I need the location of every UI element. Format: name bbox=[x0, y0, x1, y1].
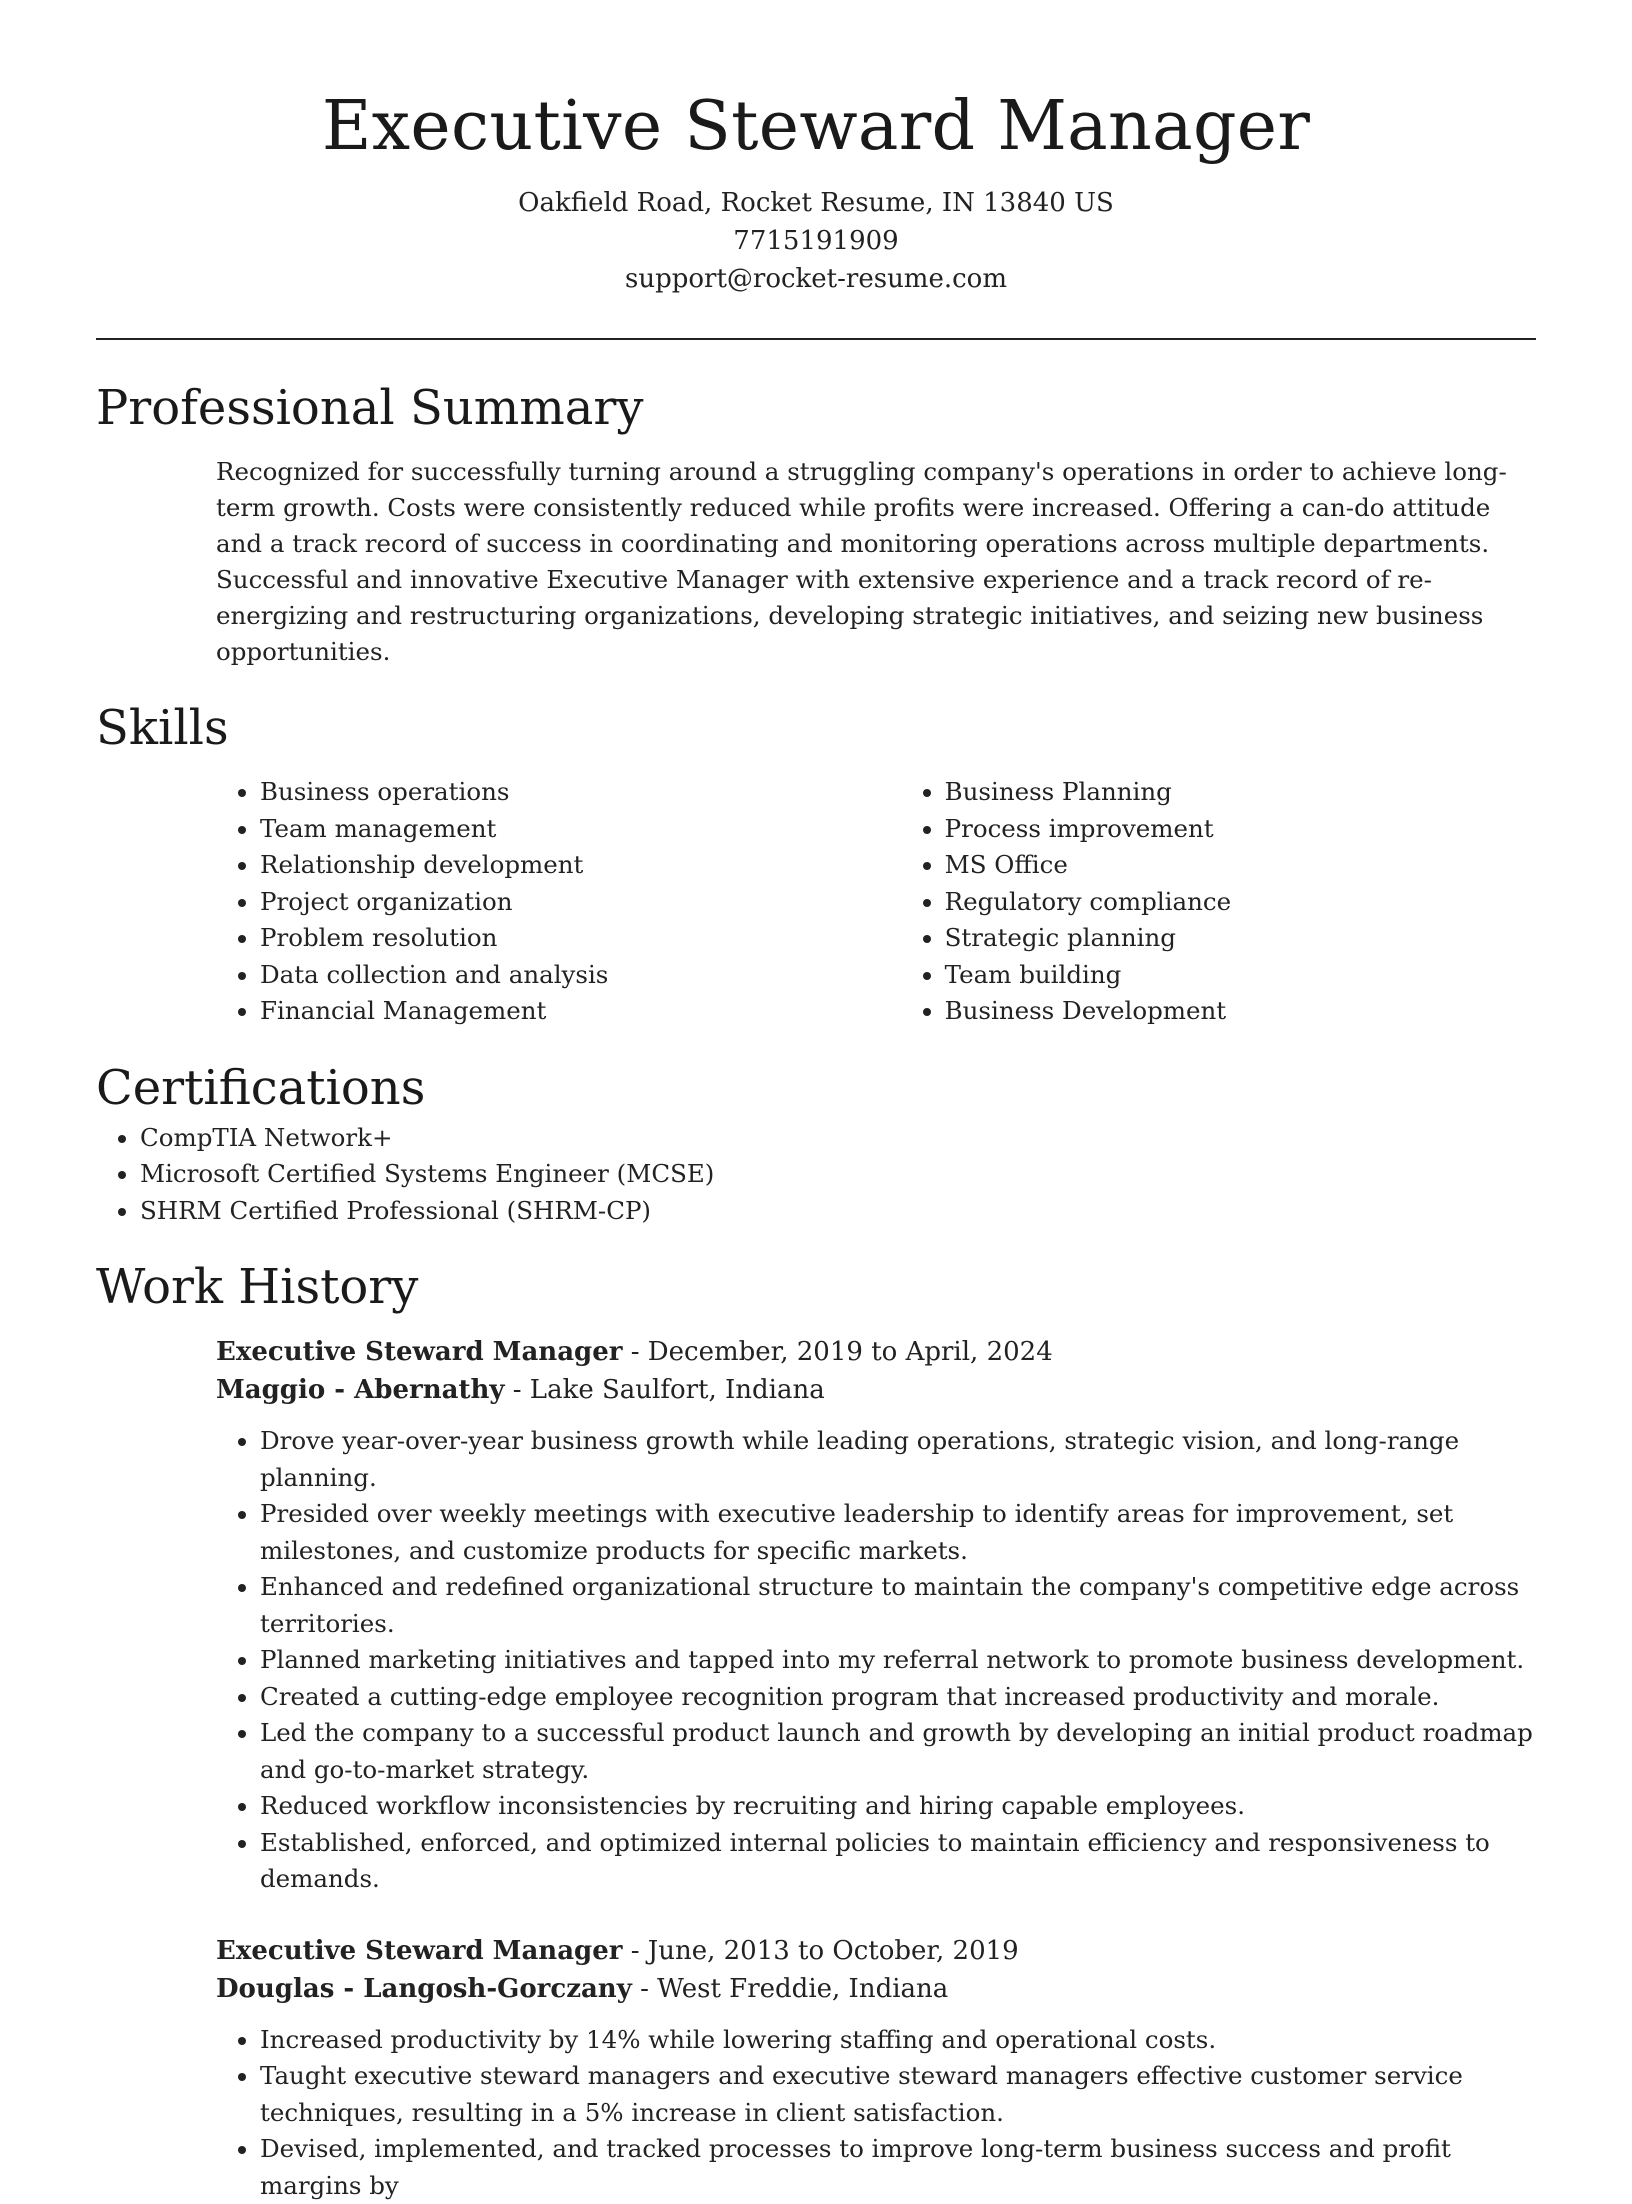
skills-grid bbox=[216, 774, 1536, 1030]
job-dates: December, 2019 to April, 2024 bbox=[648, 1337, 1053, 1367]
job-entry bbox=[216, 1932, 1536, 2204]
job-role: Executive Steward Manager bbox=[216, 1936, 622, 1966]
skill-item: • Financial Management bbox=[260, 993, 901, 1030]
contact-phone: 7715191909 bbox=[96, 222, 1536, 260]
job-company-line bbox=[216, 1970, 1536, 2008]
job-bullet: • Increased productivity by 14% while lowering staffing and operational costs. bbox=[260, 2022, 1536, 2059]
job-separator: - bbox=[640, 1974, 657, 2004]
skill-item: • Team building bbox=[945, 957, 1536, 994]
header-divider bbox=[96, 338, 1536, 340]
section-title-certifications: Certifications bbox=[96, 1056, 1536, 1120]
job-separator: - bbox=[631, 1936, 648, 1966]
skill-item: • Business operations bbox=[260, 774, 901, 811]
contact-block bbox=[96, 184, 1536, 298]
job-bullet: • Planned marketing initiatives and tapped into my referral network to promote business development. bbox=[260, 1642, 1536, 1679]
skill-item: • Business Development bbox=[945, 993, 1536, 1030]
certification-item: • SHRM Certified Professional (SHRM-CP) bbox=[140, 1193, 1536, 1230]
job-bullet: • Established, enforced, and optimized internal policies to maintain efficiency and responsiveness to demands. bbox=[260, 1825, 1536, 1898]
skill-item: • Project organization bbox=[260, 884, 901, 921]
job-bullet-list bbox=[216, 1423, 1536, 1898]
job-separator: - bbox=[513, 1375, 530, 1405]
job-company-line bbox=[216, 1371, 1536, 1409]
skill-item: • Team management bbox=[260, 811, 901, 848]
certification-item: • Microsoft Certified Systems Engineer (MCSE) bbox=[140, 1156, 1536, 1193]
job-company: Douglas - Langosh-Gorczany bbox=[216, 1974, 632, 2004]
skill-item: • Regulatory compliance bbox=[945, 884, 1536, 921]
job-bullets bbox=[216, 2022, 1536, 2204]
job-bullet: • Presided over weekly meetings with executive leadership to identify areas for improvement, set milestones, and customize products for specific markets. bbox=[260, 1496, 1536, 1569]
skills-list-right bbox=[901, 774, 1536, 1030]
job-title-line bbox=[216, 1932, 1536, 1970]
job-entry bbox=[216, 1333, 1536, 1898]
skill-item: • Data collection and analysis bbox=[260, 957, 901, 994]
skills-list-left bbox=[216, 774, 901, 1030]
job-bullet: • Drove year-over-year business growth while leading operations, strategic vision, and long-range planning. bbox=[260, 1423, 1536, 1496]
skill-item: • MS Office bbox=[945, 847, 1536, 884]
job-separator: - bbox=[631, 1337, 648, 1367]
job-company: Maggio - Abernathy bbox=[216, 1375, 504, 1405]
skill-item: • Business Planning bbox=[945, 774, 1536, 811]
skill-item: • Problem resolution bbox=[260, 920, 901, 957]
job-bullet: • Enhanced and redefined organizational structure to maintain the company's competitive edge across territories. bbox=[260, 1569, 1536, 1642]
certification-item: • CompTIA Network+ bbox=[140, 1120, 1536, 1157]
section-title-work-history: Work History bbox=[96, 1255, 1536, 1319]
job-role: Executive Steward Manager bbox=[216, 1337, 622, 1367]
job-location: Lake Saulfort, Indiana bbox=[530, 1375, 825, 1405]
job-bullet-list bbox=[216, 2022, 1536, 2204]
job-bullet: • Taught executive steward managers and executive steward managers effective customer service techniques, resulting in a 5% increase in client satisfaction. bbox=[260, 2058, 1536, 2131]
certifications-list bbox=[96, 1120, 1536, 1230]
job-dates: June, 2013 to October, 2019 bbox=[648, 1936, 1019, 1966]
job-bullet: • Devised, implemented, and tracked processes to improve long-term business success and profit margins by bbox=[260, 2131, 1536, 2204]
section-title-summary: Professional Summary bbox=[96, 376, 1536, 440]
resume-page bbox=[96, 0, 1536, 2204]
job-bullets bbox=[216, 1423, 1536, 1898]
job-location: West Freddie, Indiana bbox=[657, 1974, 948, 2004]
resume-name: Executive Steward Manager bbox=[96, 0, 1536, 168]
job-title-line bbox=[216, 1333, 1536, 1371]
contact-address: Oakfield Road, Rocket Resume, IN 13840 US bbox=[96, 184, 1536, 222]
skill-item: • Strategic planning bbox=[945, 920, 1536, 957]
skill-item: • Process improvement bbox=[945, 811, 1536, 848]
summary-text: Recognized for successfully turning around a struggling company's operations in order to achieve long-term growth. Costs were consistently reduced while profits were increased. Offering a can-do attitude and a track record of success in coordinating and monitoring operations across multiple departments. Successful and innovative Executive Manager with extensive experience and a track record of re-energizing and restructuring organizations, developing strategic initiatives, and seizing new business opportunities. bbox=[216, 454, 1536, 670]
section-title-skills: Skills bbox=[96, 696, 1536, 760]
job-bullet: • Led the company to a successful product launch and growth by developing an initial product roadmap and go-to-market strategy. bbox=[260, 1715, 1536, 1788]
job-bullet: • Created a cutting-edge employee recognition program that increased productivity and morale. bbox=[260, 1679, 1536, 1716]
job-bullet: • Reduced workflow inconsistencies by recruiting and hiring capable employees. bbox=[260, 1788, 1536, 1825]
skill-item: • Relationship development bbox=[260, 847, 901, 884]
contact-email: support@rocket-resume.com bbox=[96, 260, 1536, 298]
